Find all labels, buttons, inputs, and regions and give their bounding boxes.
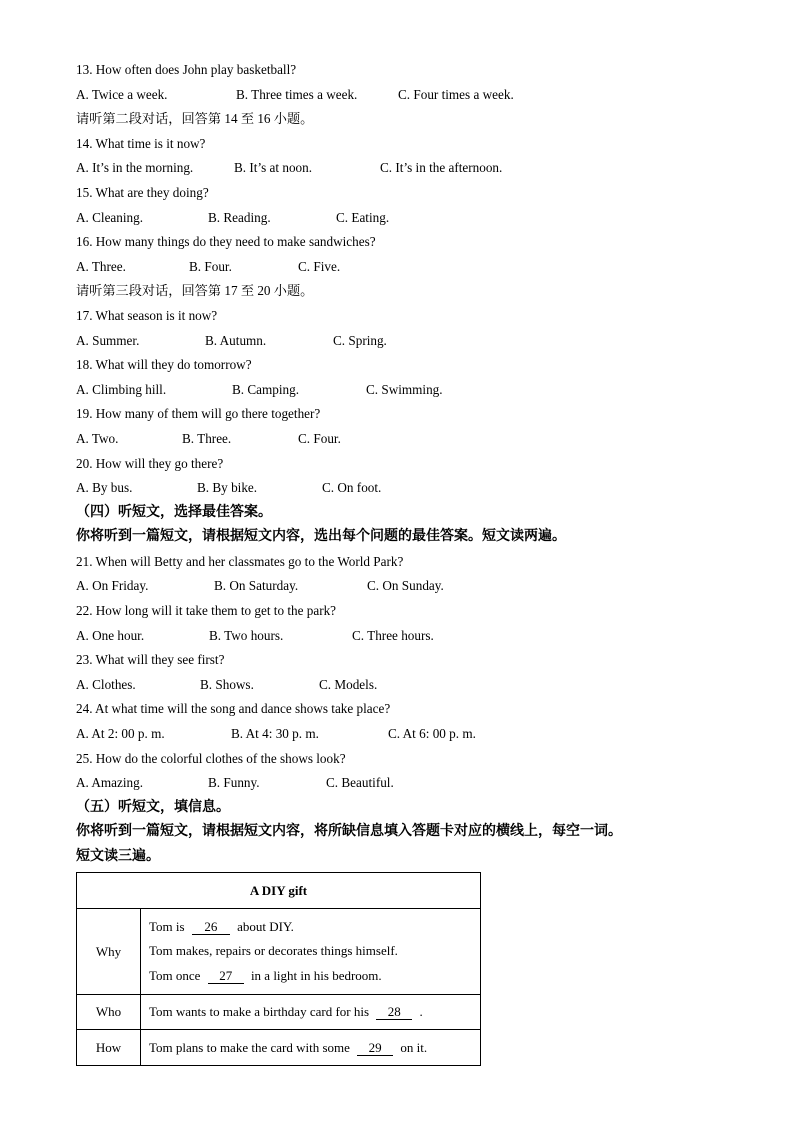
row-content-who: [141, 995, 481, 1030]
why-line-3: [149, 964, 480, 989]
option-c[interactable]: C. Three hours.: [352, 627, 434, 643]
question-15: 15. What are they doing?: [76, 184, 209, 200]
part-5-instructions-line-1: 你将听到一篇短文，请根据短文内容，将所缺信息填入答题卡对应的横线上，每空一词。: [76, 824, 622, 840]
question-25: 25. How do the colorful clothes of the shows look?: [76, 750, 346, 766]
question-19-options: [76, 427, 736, 452]
why-line-1: [149, 915, 480, 940]
option-c[interactable]: C. Spring.: [333, 332, 387, 348]
question-16-options: [76, 255, 736, 280]
row-content-why: [141, 909, 481, 995]
blank-28[interactable]: 28: [376, 1005, 412, 1020]
why-line-3-text: Tom once: [149, 967, 201, 983]
question-21-options: [76, 574, 736, 599]
why-line-1-text: Tom is: [149, 918, 185, 934]
question-18-options: [76, 378, 736, 403]
option-a[interactable]: A. One hour.: [76, 627, 145, 643]
why-line-1-text-end: about DIY.: [237, 918, 294, 934]
option-c[interactable]: C. Four times a week.: [398, 86, 514, 102]
question-14-options: [76, 156, 736, 181]
option-c[interactable]: C. Four.: [298, 430, 341, 446]
option-c[interactable]: C. Swimming.: [366, 381, 443, 397]
option-c[interactable]: C. Five.: [298, 258, 341, 274]
section-3-intro: 请听第三段对话，回答第 17 至 20 小题。: [76, 283, 314, 299]
question-20: 20. How will they go there?: [76, 455, 224, 471]
part-5-instructions-line-2: 短文读三遍。: [76, 849, 160, 864]
option-b[interactable]: B. Camping.: [232, 381, 300, 397]
option-a[interactable]: A. At 2: 00 p. m.: [76, 726, 165, 742]
option-a[interactable]: A. Cleaning.: [76, 209, 144, 225]
question-22-options: [76, 624, 736, 649]
question-18: 18. What will they do tomorrow?: [76, 357, 252, 373]
option-a[interactable]: A. It’s in the morning.: [76, 160, 194, 176]
blank-26[interactable]: 26: [192, 920, 230, 935]
row-content-how: [141, 1030, 481, 1066]
option-b[interactable]: B. By bike.: [197, 480, 258, 496]
blank-27[interactable]: 27: [208, 969, 244, 984]
option-a[interactable]: A. Two.: [76, 430, 119, 446]
question-17-options: [76, 329, 736, 354]
question-19: 19. How many of them will go there together?: [76, 406, 321, 422]
question-21: 21. When will Betty and her classmates go to the World Park?: [76, 553, 404, 569]
diy-gift-table: [76, 872, 481, 1066]
option-b[interactable]: B. Autumn.: [205, 332, 267, 348]
table-title: A DIY gift: [77, 873, 481, 909]
option-c[interactable]: C. Models.: [319, 676, 378, 692]
option-b[interactable]: B. It’s at noon.: [234, 160, 313, 176]
option-b[interactable]: B. Shows.: [200, 676, 254, 692]
option-a[interactable]: A. Clothes.: [76, 676, 136, 692]
why-line-2: Tom makes, repairs or decorates things himself.: [149, 943, 398, 959]
option-b[interactable]: B. Two hours.: [209, 627, 284, 643]
option-c[interactable]: C. On Sunday.: [367, 578, 444, 594]
section-2-intro: 请听第二段对话，回答第 14 至 16 小题。: [76, 111, 314, 127]
option-a[interactable]: A. Climbing hill.: [76, 381, 167, 397]
option-b[interactable]: B. Funny.: [208, 775, 260, 791]
how-text: Tom plans to make the card with some: [149, 1039, 350, 1055]
question-14: 14. What time is it now?: [76, 135, 206, 151]
question-15-options: [76, 206, 736, 231]
part-4-instructions: 你将听到一篇短文，请根据短文内容，选出每个问题的最佳答案。短文读两遍。: [76, 529, 566, 545]
option-c[interactable]: C. Eating.: [336, 209, 390, 225]
document-body: [76, 58, 736, 870]
question-16: 16. How many things do they need to make sandwiches?: [76, 234, 376, 250]
option-a[interactable]: A. Twice a week.: [76, 86, 168, 102]
question-17: 17. What season is it now?: [76, 307, 218, 323]
row-label-why: Why: [77, 909, 141, 995]
question-23: 23. What will they see first?: [76, 652, 225, 668]
how-text-end: on it.: [400, 1039, 428, 1055]
option-c[interactable]: C. It’s in the afternoon.: [380, 160, 503, 176]
option-b[interactable]: B. Reading.: [208, 209, 271, 225]
row-label-how: How: [77, 1030, 141, 1066]
who-text-end: .: [419, 1004, 423, 1019]
part-4-heading: （四）听短文，选择最佳答案。: [76, 504, 272, 520]
option-b[interactable]: B. Four.: [189, 258, 232, 274]
part-5-heading: （五）听短文，填信息。: [76, 799, 230, 815]
option-a[interactable]: A. Amazing.: [76, 775, 144, 791]
who-text: Tom wants to make a birthday card for his: [149, 1004, 370, 1019]
option-b[interactable]: B. Three.: [182, 430, 232, 446]
why-line-3-text-end: in a light in his bedroom.: [250, 967, 382, 983]
question-13: 13. How often does John play basketball?: [76, 62, 297, 77]
option-a[interactable]: A. Three.: [76, 258, 126, 274]
option-b[interactable]: B. On Saturday.: [214, 578, 299, 594]
row-label-who: Who: [77, 995, 141, 1030]
option-c[interactable]: C. At 6: 00 p. m.: [388, 726, 476, 742]
blank-29[interactable]: 29: [357, 1041, 393, 1056]
option-b[interactable]: B. At 4: 30 p. m.: [231, 726, 319, 742]
question-22: 22. How long will it take them to get to the park?: [76, 603, 337, 619]
question-25-options: [76, 771, 736, 796]
question-23-options: [76, 673, 736, 698]
option-b[interactable]: B. Three times a week.: [236, 86, 358, 102]
option-a[interactable]: A. On Friday.: [76, 578, 149, 594]
option-c[interactable]: C. Beautiful.: [326, 775, 394, 791]
question-13-options: [76, 83, 736, 108]
question-24-options: [76, 722, 736, 747]
option-a[interactable]: A. By bus.: [76, 480, 133, 496]
option-c[interactable]: C. On foot.: [322, 480, 382, 496]
question-20-options: [76, 476, 736, 501]
option-a[interactable]: A. Summer.: [76, 332, 140, 348]
question-24: 24. At what time will the song and dance shows take place?: [76, 701, 391, 717]
